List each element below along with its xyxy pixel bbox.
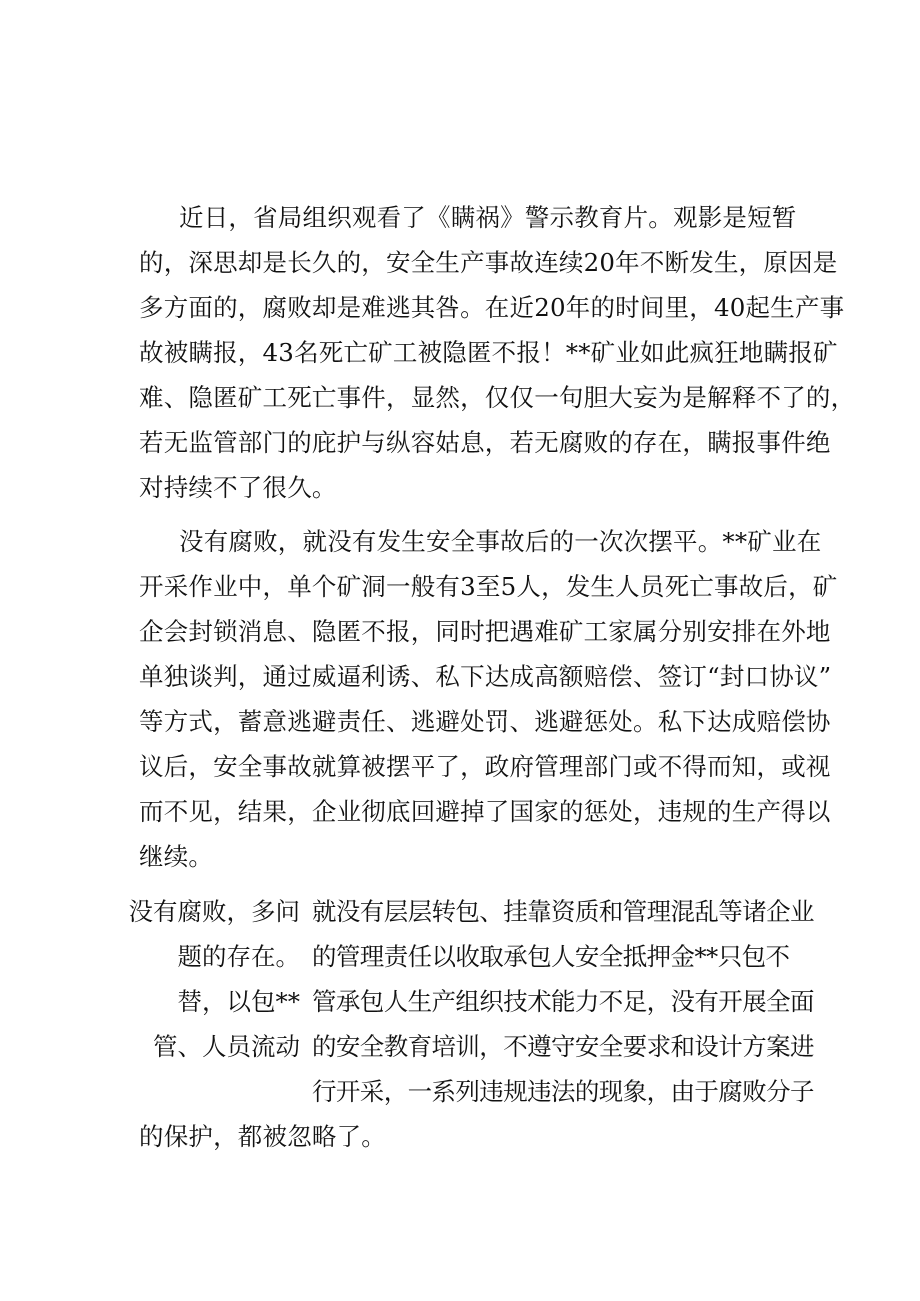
- paragraph-3-left-line-4: 管、人员流动: [153, 1032, 300, 1061]
- paragraph-3-left-line-2: 题的存在。: [177, 942, 300, 971]
- paragraph-3-right-line-5: 行开采，一系列违规违法的现象，由于腐败分子: [312, 1077, 814, 1106]
- paragraph-1-line-2: 的，深思却是长久的，安全生产事故连续20年不断发生，原因是: [139, 248, 838, 277]
- paragraph-2-line-2: 开采作业中，单个矿洞一般有3至5人，发生人员死亡事故后，矿: [139, 572, 838, 601]
- paragraph-1-line-1: 近日，省局组织观看了《瞒祸》警示教育片。观影是短暂: [179, 203, 797, 232]
- paragraph-3-left-line-3: 替，以包**: [177, 987, 300, 1016]
- paragraph-3-left-line-1: 没有腐败，多问: [128, 897, 300, 926]
- paragraph-2-line-4: 单独谈判，通过威逼利诱、私下达成高额赔偿、签订“封口协议”: [139, 662, 832, 691]
- paragraph-3-right-line-2: 的管理责任以收取承包人安全抵押金**只包不: [312, 942, 790, 971]
- paragraph-1-line-3: 多方面的，腐败却是难逃其咎。在近20年的时间里，40起生产事: [139, 293, 845, 322]
- paragraph-3-right-line-4: 的安全教育培训，不遵守安全要求和设计方案进: [312, 1032, 814, 1061]
- paragraph-2-line-6: 议后，安全事故就算被摆平了，政府管理部门或不得而知，或视: [139, 752, 831, 781]
- paragraph-3-tail: 的保护，都被忽略了。: [139, 1122, 386, 1151]
- paragraph-2-line-8: 继续。: [139, 842, 214, 871]
- paragraph-2-line-3: 企会封锁消息、隐匿不报，同时把遇难矿工家属分别安排在外地: [139, 617, 831, 646]
- paragraph-3-right-line-3: 管承包人生产组织技术能力不足，没有开展全面: [312, 987, 814, 1016]
- paragraph-2-line-1: 没有腐败，就没有发生安全事故后的一次次摆平。**矿业在: [179, 527, 822, 556]
- paragraph-3-right-line-1: 就没有层层转包、挂靠资质和管理混乱等诸企业: [312, 897, 814, 926]
- paragraph-1-line-7: 对持续不了很久。: [139, 473, 337, 502]
- paragraph-1-line-5: 难、隐匿矿工死亡事件，显然，仅仅一句胆大妄为是解释不了的，: [139, 383, 856, 412]
- paragraph-1-line-4: 故被瞒报，43名死亡矿工被隐匿不报！**矿业如此疯狂地瞒报矿: [139, 338, 838, 367]
- paragraph-1-line-6: 若无监管部门的庇护与纵容姑息，若无腐败的存在，瞒报事件绝: [139, 428, 831, 457]
- paragraph-2-line-7: 而不见，结果，企业彻底回避掉了国家的惩处，违规的生产得以: [139, 797, 831, 826]
- paragraph-2-line-5: 等方式，蓄意逃避责任、逃避处罚、逃避惩处。私下达成赔偿协: [139, 707, 831, 736]
